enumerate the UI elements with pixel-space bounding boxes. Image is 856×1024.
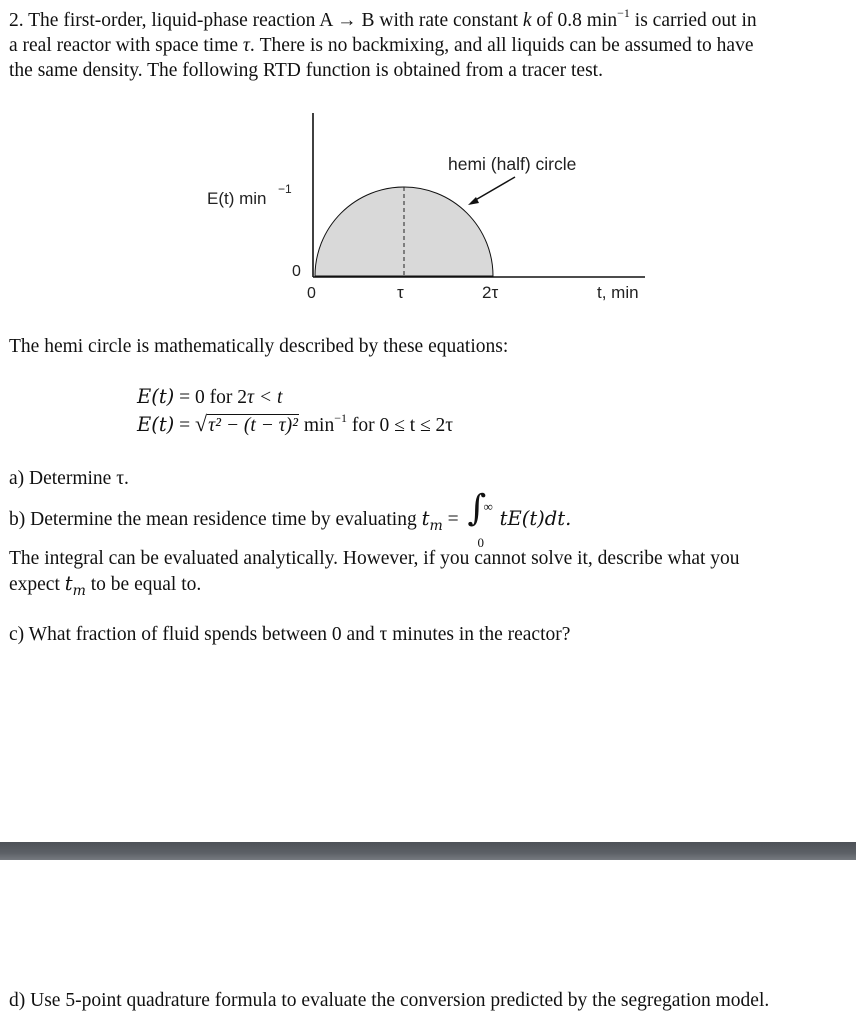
problem-text: B with rate constant (356, 10, 523, 31)
eq2-lhs: E(t) (137, 413, 175, 436)
reaction-arrow: → (337, 10, 357, 31)
page-divider-bar (0, 842, 856, 860)
eq2-unit-exponent: −1 (334, 410, 347, 425)
note (9, 546, 740, 604)
x-tick-tau: τ (397, 283, 404, 302)
problem-text: a real reactor with space time (9, 35, 243, 56)
tm-subscript: m (72, 582, 86, 599)
y-axis-label: E(t) min (207, 189, 267, 208)
eq1-tau: τ (247, 387, 255, 408)
rtd-plot (190, 105, 660, 315)
tau-symbol: τ (242, 35, 250, 56)
problem-text: . There is no backmixing, and all liquids can be assumed to have (249, 35, 754, 56)
eq1-rhs: < t (254, 387, 283, 408)
problem-text: of 0.8 min (531, 10, 618, 31)
rate-constant-symbol: k (522, 10, 532, 31)
integral-upper-limit: ∞ (483, 499, 493, 515)
problem-statement (9, 5, 757, 83)
tm-symbol: t (64, 572, 73, 595)
y-axis-label-exponent: −1 (278, 182, 292, 196)
equation-1 (137, 384, 282, 410)
equals-sign: = (442, 509, 464, 530)
tm-subscript: m (429, 517, 443, 534)
eq2-unit: min (299, 415, 335, 436)
integral (463, 488, 493, 551)
eq2-equals: = (174, 415, 196, 436)
eq2-domain: for 0 ≤ t ≤ 2τ (347, 415, 454, 436)
annotation-arrow-line (472, 177, 515, 202)
problem-text: is carried out in (629, 10, 757, 31)
question-d: d) Use 5-point quadrature formula to evaluate the conversion predicted by the segregation model. (9, 990, 770, 1011)
question-b-text: b) Determine the mean residence time by evaluating (9, 509, 422, 530)
problem-text: the same density. The following RTD function is obtained from a tracer test. (9, 60, 603, 81)
x-axis-label: t, min (597, 283, 639, 302)
x-tick-zero: 0 (307, 285, 316, 302)
radical-sign: √ (195, 411, 208, 436)
radicand: τ² − (t − τ)² (208, 415, 298, 436)
annotation-label: hemi (half) circle (448, 154, 577, 174)
problem-text: 2. The first-order, liquid-phase reaction A (9, 10, 338, 31)
y-tick-zero: 0 (292, 263, 301, 280)
integrand: tE(t)dt. (493, 507, 572, 530)
square-root (195, 411, 299, 438)
note-text: to be equal to. (85, 574, 202, 595)
tm-symbol: t (421, 507, 430, 530)
rtd-figure (190, 105, 660, 315)
integral-sign: ∫ (467, 488, 487, 530)
unit-exponent: −1 (617, 5, 630, 20)
x-tick-2tau: 2τ (482, 283, 499, 302)
eq1-lhs: E(t) (137, 385, 175, 408)
note-text: expect (9, 574, 65, 595)
question-a: a) Determine τ. (9, 468, 129, 489)
question-c: c) What fraction of fluid spends between 0 and τ minutes in the reactor? (9, 624, 571, 645)
note-text: The integral can be evaluated analytically. However, if you cannot solve it, describe what you (9, 548, 740, 569)
description: The hemi circle is mathematically described by these equations: (9, 336, 509, 357)
equation-2 (137, 411, 453, 438)
integral-lower-limit: 0 (477, 535, 484, 551)
eq1-mid: = 0 for 2 (174, 387, 248, 408)
question-b (9, 488, 572, 551)
